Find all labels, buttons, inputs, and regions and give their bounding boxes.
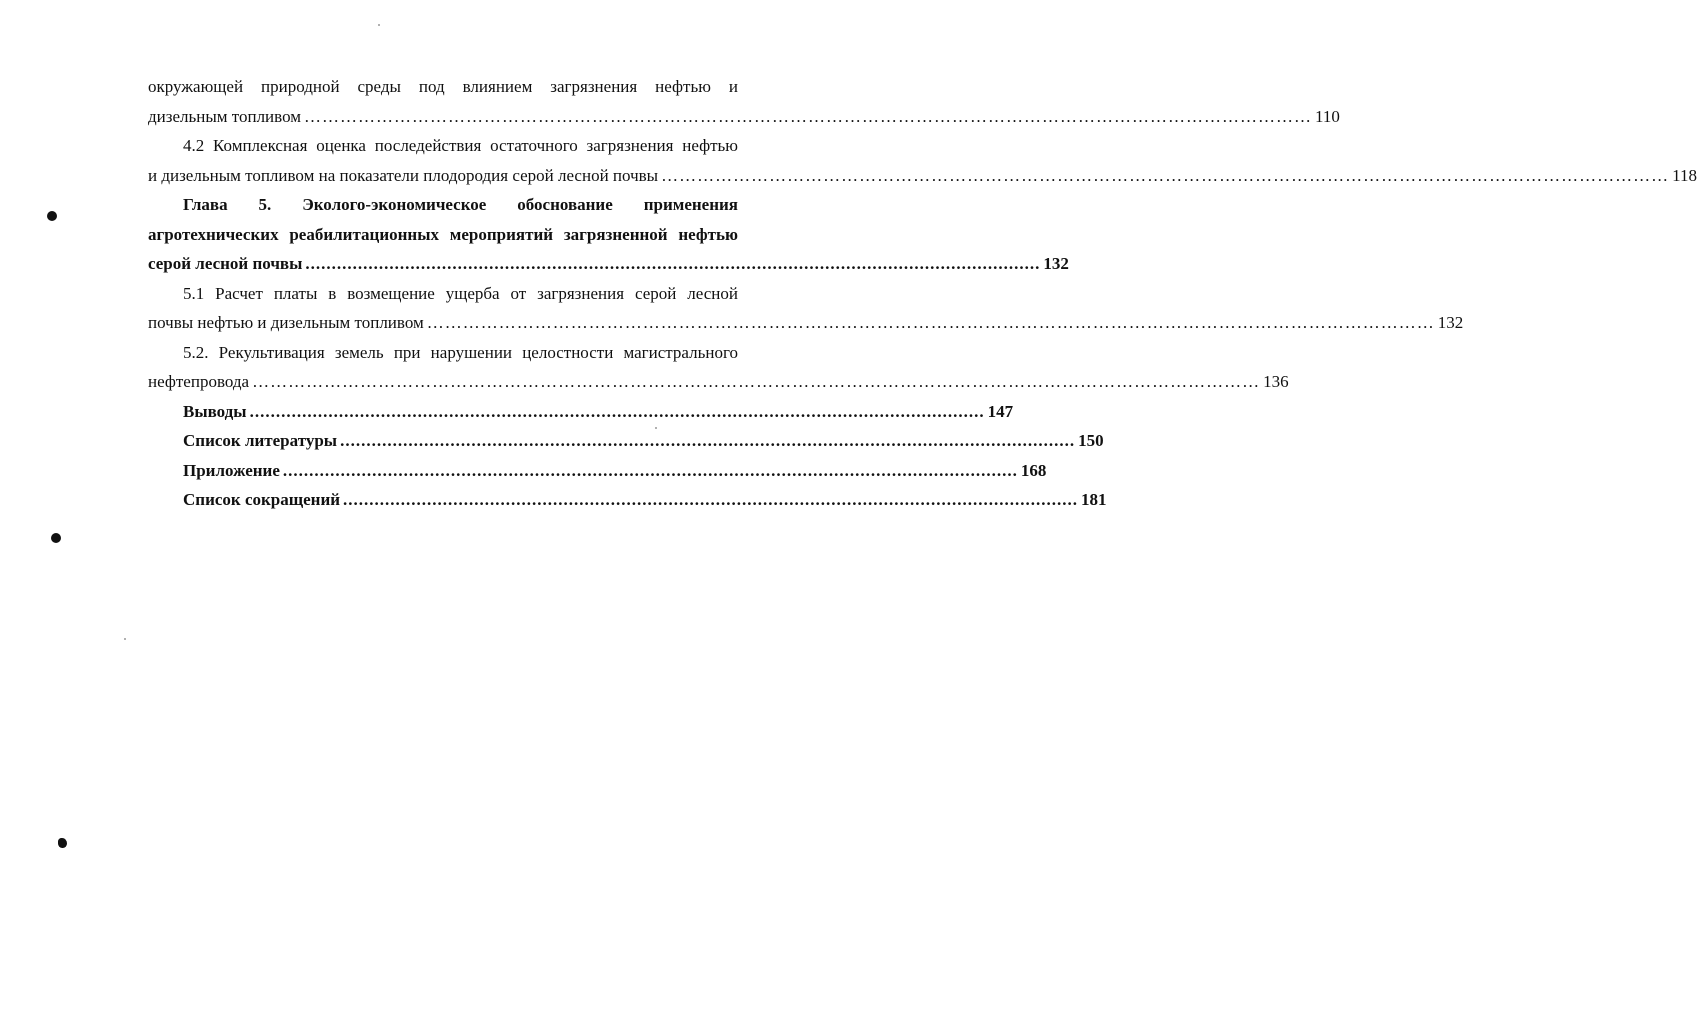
toc-page-number: 118 [1672,165,1697,185]
toc-page-number: 168 [1020,460,1047,480]
scan-speck [655,427,657,429]
toc-entry-5-1-line-1: 5.1 Расчет платы в возмещение ущерба от загрязнения серой лесной [183,283,738,303]
toc-entry-text: серой лесной почвы [148,254,303,273]
toc-entry-text: Список литературы [183,431,338,450]
leader-dots: ............................................................................................................................................ [305,254,1041,273]
toc-entry-text: Выводы [183,401,247,421]
toc-entry-5-2-line-2 [148,367,1289,397]
toc-abbreviations [148,485,1107,515]
toc-references [148,426,1104,456]
toc-entry-text: Список сокращений [183,490,341,509]
toc-entry-4-1-line-2 [148,102,1340,132]
binder-hole-mark [47,211,57,221]
toc-entry-text: Приложение [183,460,280,480]
toc-chapter-5-line-2: агротехнических реабилитационных мероприятий загрязненной нефтью [148,224,738,244]
leader-dots: ............................................................................................................................................ [343,490,1079,509]
toc-entry-4-2-line-1: 4.2 Комплексная оценка последействия остаточного загрязнения нефтью [183,136,738,155]
scan-speck [378,24,380,26]
toc-entry-text: дизельным топливом [148,106,301,126]
toc-conclusions [148,397,1014,427]
toc-page-number: 132 [1437,313,1464,332]
toc-chapter-5-line-3 [148,249,1069,279]
leader-dots: …………………………………………………………………………………………………………………………………………………… [661,165,1670,185]
toc-entry-text: почвы нефтью и дизельным топливом [148,313,424,332]
leader-dots: …………………………………………………………………………………………………………………………………………………… [304,106,1312,126]
leader-dots: ............................................................................................................................................ [340,431,1076,450]
leader-dots: ............................................................................................................................................ [282,460,1018,480]
leader-dots: ............................................................................................................................................ [249,401,985,421]
toc-page-number: 147 [987,401,1014,421]
binder-hole-mark [58,838,67,848]
table-of-contents [148,72,1697,515]
toc-appendix [148,456,1047,486]
toc-page-number: 136 [1263,372,1289,391]
leader-dots: …………………………………………………………………………………………………………………………………………………… [426,313,1435,332]
toc-page-number: 150 [1078,431,1104,450]
toc-entry-4-2-line-2 [148,161,1697,191]
scan-speck [124,638,126,640]
leader-dots: …………………………………………………………………………………………………………………………………………………… [252,372,1261,391]
toc-page-number: 181 [1081,490,1107,509]
toc-page-number: 110 [1315,106,1340,126]
toc-entry-5-1-line-2 [148,308,1464,338]
toc-entry-text: и дизельным топливом на показатели плодородия серой лесной почвы [148,165,659,185]
binder-hole-mark [51,533,61,543]
toc-entry-text: нефтепровода [148,372,250,391]
toc-page-number: 132 [1043,254,1069,273]
toc-entry-5-2-line-1: 5.2. Рекультивация земель при нарушении целостности магистрального [183,342,738,362]
toc-entry-4-1-line-1: окружающей природной среды под влиянием загрязнения нефтью и [148,77,738,96]
toc-chapter-5-line-1: Глава 5. Эколого-экономическое обоснование применения [183,195,738,214]
